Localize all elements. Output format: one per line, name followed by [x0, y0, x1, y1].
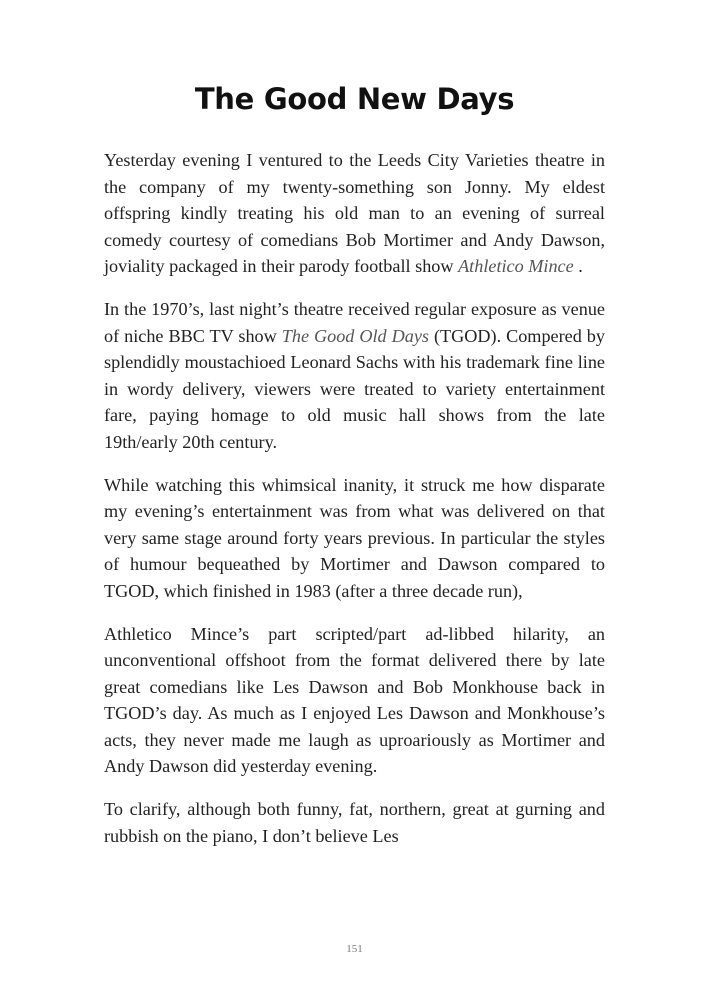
show-title-italic: The Good Old Days: [281, 325, 429, 346]
text-run: While watching this whimsical inanity, it struck me how disparate my evening’s entertainment was from what was delivered on that very same stage around forty years previous. In particular the styles of humour bequeathed by Mortimer and Dawson compared to TGOD, which finished in 1983 (after a three decade run),: [104, 474, 605, 601]
page-number: 151: [346, 943, 363, 955]
paragraph: [104, 296, 605, 455]
paragraph: [104, 147, 605, 280]
paragraph: [104, 472, 605, 605]
paragraph: [104, 621, 605, 780]
text-run: Athletico Mince’s part scripted/part ad-libbed hilarity, an unconventional offshoot from the format delivered there by late great comedians like Les Dawson and Bob Monkhouse back in TGOD’s day. As much as I enjoyed Les Dawson and Monkhouse’s acts, they never made me laugh as uproariously as Mortimer and Andy Dawson did yesterday evening.: [104, 623, 605, 776]
page-title: The Good New Days: [194, 82, 515, 116]
text-run: Yesterday evening I ventured to the Leeds City Varieties theatre in the company of my twenty-something son Jonny. My eldest offspring kindly treating his old man to an evening of surreal comedy courtesy of comedians Bob Mortimer and Andy Dawson, joviality packaged in their parody football show: [104, 150, 605, 276]
show-title-italic: Athletico Mince: [458, 256, 574, 276]
text-run: In the 1970’s, last night’s theatre received regular exposure as venue of niche BBC TV show: [104, 299, 605, 346]
text-run: To clarify, although both funny, fat, northern, great at gurning and rubbish on the piano, I don’t believe Les: [104, 799, 605, 846]
text-run: (TGOD). Compered by splendidly moustachioed Leonard Sachs with his trademark fine line in wordy delivery, viewers were treated to variety entertainment fare, paying homage to old music hall shows from the late 19th/early 20th century.: [104, 325, 605, 452]
body-text: [104, 147, 605, 866]
text-run: .: [573, 256, 583, 276]
paragraph: [104, 796, 605, 849]
